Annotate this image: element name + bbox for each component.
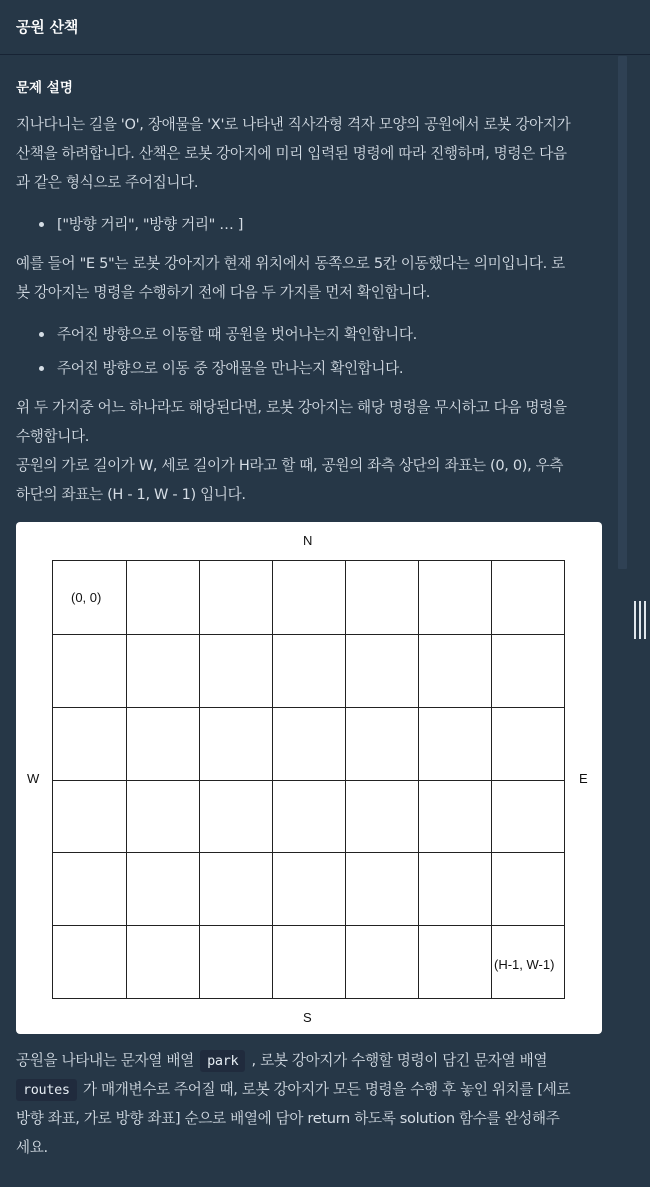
task-text: 공원을 나타내는 문자열 배열 — [16, 1052, 199, 1069]
top-left-coordinate: (0, 0) — [71, 590, 102, 605]
task-text: 가 매개변수로 주어질 때, 로봇 강아지가 모든 명령을 수행 후 놓인 위치를 [세로 — [78, 1081, 571, 1098]
bullet-dot — [39, 332, 44, 337]
problem-title: 공원 산책 — [16, 18, 79, 36]
grid-line-horizontal — [53, 707, 564, 708]
east-label: E — [579, 771, 588, 786]
section-title: 문제 설명 — [16, 80, 73, 96]
task-line — [16, 1046, 606, 1075]
rule-line: 공원의 가로 길이가 W, 세로 길이가 H라고 할 때, 공원의 좌측 상단의 좌표는 (0, 0), 우측 — [16, 457, 564, 474]
task-line — [16, 1075, 606, 1104]
grid-line-horizontal — [53, 925, 564, 926]
intro-line: 과 같은 형식으로 주어집니다. — [16, 174, 199, 191]
bottom-right-coordinate: (H-1, W-1) — [494, 957, 555, 972]
resize-grip-line — [634, 601, 636, 639]
intro-line: 지나다니는 길을 'O', 장애물을 'X'로 나타낸 직사각형 격자 모양의 공원에서 로봇 강아지가 — [16, 116, 571, 133]
task-line: 방향 좌표, 가로 방향 좌표] 순으로 배열에 담아 return 하도록 solution 함수를 완성해주 — [16, 1110, 560, 1127]
panel-resize-handle[interactable] — [634, 601, 646, 639]
grid-line-horizontal — [53, 634, 564, 635]
check-bullet: 주어진 방향으로 이동 중 장애물을 만나는지 확인합니다. — [57, 360, 404, 377]
check-bullet: 주어진 방향으로 이동할 때 공원을 벗어나는지 확인합니다. — [57, 326, 417, 343]
scrollbar-thumb[interactable] — [618, 56, 627, 569]
format-bullet: ["방향 거리", "방향 거리" … ] — [57, 216, 244, 233]
task-line: 세요. — [16, 1139, 48, 1156]
example-line: 예를 들어 "E 5"는 로봇 강아지가 현재 위치에서 동쪽으로 5칸 이동했다는 의미입니다. 로 — [16, 255, 565, 272]
grid-line-horizontal — [53, 780, 564, 781]
south-label: S — [303, 1010, 312, 1025]
bullet-dot — [39, 222, 44, 227]
park-code: park — [200, 1050, 245, 1072]
grid-line-horizontal — [53, 852, 564, 853]
bullet-dot — [39, 366, 44, 371]
resize-grip-line — [644, 601, 646, 639]
park-grid-figure — [16, 522, 602, 1034]
rule-line: 위 두 가지중 어느 하나라도 해당된다면, 로봇 강아지는 해당 명령을 무시하고 다음 명령을 — [16, 399, 567, 416]
rule-line: 하단의 좌표는 (H - 1, W - 1) 입니다. — [16, 486, 246, 503]
routes-code: routes — [16, 1079, 77, 1101]
example-line: 봇 강아지는 명령을 수행하기 전에 다음 두 가지를 먼저 확인합니다. — [16, 284, 431, 301]
north-label: N — [303, 533, 313, 548]
intro-line: 산책을 하려합니다. 산책은 로봇 강아지에 미리 입력된 명령에 따라 진행하며, 명령은 다음 — [16, 145, 567, 162]
problem-description-panel — [0, 56, 614, 1187]
rule-line: 수행합니다. — [16, 428, 90, 445]
task-text: , 로봇 강아지가 수행할 명령이 담긴 문자열 배열 — [247, 1052, 548, 1069]
resize-grip-line — [639, 601, 641, 639]
header-bar — [0, 0, 650, 55]
park-grid — [52, 560, 565, 999]
west-label: W — [27, 771, 40, 786]
